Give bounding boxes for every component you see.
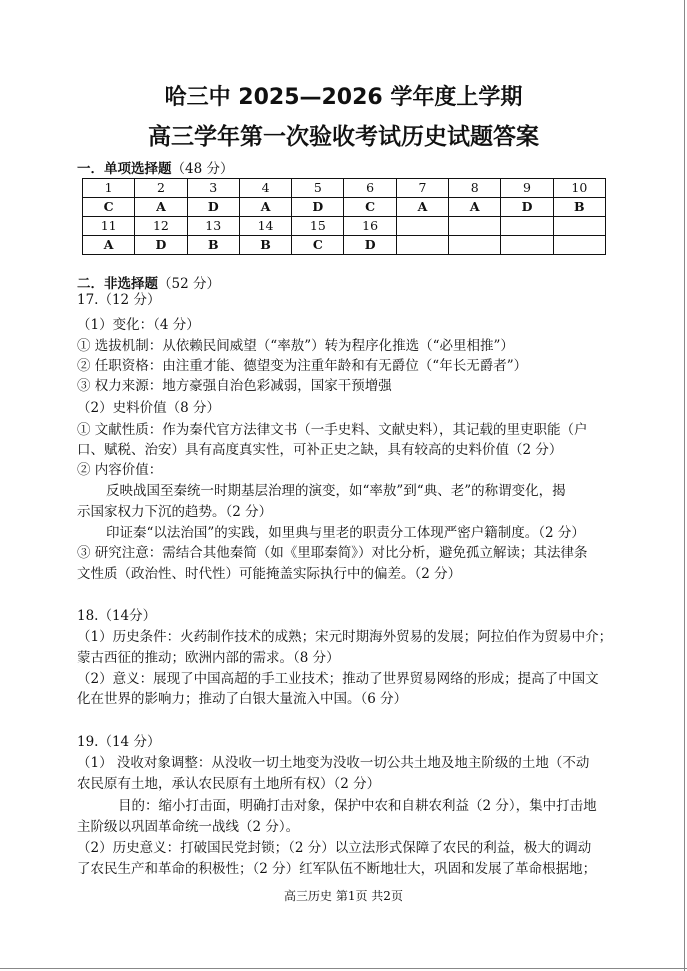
question-number-row: [83, 217, 606, 236]
table-cell: C: [292, 236, 344, 255]
section1-heading: [77, 160, 233, 178]
table-cell: C: [344, 198, 396, 217]
table-cell: D: [501, 198, 553, 217]
section1-title: 一．单项选择题: [77, 161, 172, 177]
table-cell: 6: [344, 179, 396, 198]
table-cell: 12: [135, 217, 187, 236]
table-cell: [449, 236, 501, 255]
table-cell: [396, 217, 448, 236]
table-cell: 8: [449, 179, 501, 198]
table-cell: [449, 217, 501, 236]
answer-line: ① 文献性质：作为秦代官方法律文书（一手史料、文献史料），其记载的里吏职能（户: [77, 422, 588, 438]
section2-title: 二．非选择题: [77, 276, 158, 292]
table-cell: A: [396, 198, 448, 217]
answer-line: 19.（14 分）: [77, 734, 161, 750]
answer-table: [82, 178, 606, 255]
answer-line: 文性质（政治性、时代性）可能掩盖实际执行中的偏差。（2 分）: [77, 566, 462, 582]
page-footer: 高三历史 第1页 共2页: [284, 889, 403, 903]
table-cell: 14: [239, 217, 291, 236]
answer-line: 了农民生产和革命的积极性；（2 分）红军队伍不断地壮大，巩固和发展了革命根据地；: [77, 861, 597, 877]
table-cell: 11: [83, 217, 135, 236]
answer-line: ③ 权力来源：地方豪强自治色彩减弱，国家干预增强: [77, 378, 392, 394]
answer-line: 口、赋税、治安）具有高度真实性，可补正史之缺，具有较高的史料价值（2 分）: [77, 442, 563, 458]
table-cell: A: [83, 236, 135, 255]
answer-line: （2）史料价值（8 分）: [77, 400, 220, 416]
section2-score: （52 分）: [158, 276, 220, 292]
table-cell: 15: [292, 217, 344, 236]
table-cell: D: [292, 198, 344, 217]
table-cell: [553, 236, 605, 255]
table-cell: D: [344, 236, 396, 255]
table-cell: 5: [292, 179, 344, 198]
answer-line: （2）意义：展现了中国高超的手工业技术；推动了世界贸易网络的形成；提高了中国文: [77, 671, 599, 687]
answer-line: 印证秦“以法治国”的实践，如里典与里老的职责分工体现严密户籍制度。（2 分）: [106, 525, 585, 541]
answer-line: ② 内容价值：: [77, 462, 163, 478]
table-cell: 3: [187, 179, 239, 198]
table-cell: B: [553, 198, 605, 217]
answer-line: ③ 研究注意：需结合其他秦简（如《里耶秦简》）对比分析，避免孤立解读；其法律条: [77, 545, 588, 561]
answer-line: （2）历史意义：打破国民党封锁；（2 分）以立法形式保障了农民的利益，极大的调动: [77, 840, 592, 856]
table-cell: A: [449, 198, 501, 217]
answer-line: ② 任职资格：由注重才能、德望变为注重年龄和有无爵位（“年长无爵者”）: [77, 358, 528, 374]
table-cell: A: [135, 198, 187, 217]
table-cell: A: [239, 198, 291, 217]
table-cell: [501, 217, 553, 236]
answer-line: 示国家权力下沉的趋势。（2 分）: [77, 504, 273, 520]
answer-line: 主阶级以巩固革命统一战线（2 分）。: [77, 819, 300, 835]
table-cell: 1: [83, 179, 135, 198]
title-line-1: 哈三中 2025—2026 学年度上学期: [164, 85, 523, 110]
answer-row: [83, 236, 606, 255]
answer-line: （1） 没收对象调整：从没收一切土地变为没收一切公共土地及地主阶级的土地（不动: [77, 755, 590, 771]
table-cell: [501, 236, 553, 255]
answer-line: 17.（12 分）: [77, 292, 161, 308]
table-cell: B: [187, 236, 239, 255]
table-cell: D: [187, 198, 239, 217]
question-number-row: [83, 179, 606, 198]
answer-line: （1）历史条件：火药制作技术的成熟；宋元时期海外贸易的发展；阿拉伯作为贸易中介；: [77, 629, 613, 645]
answer-line: 蒙古西征的推动；欧洲内部的需求。（8 分）: [77, 650, 340, 666]
answer-line: 目的：缩小打击面，明确打击对象，保护中农和自耕农利益（2 分），集中打击地: [118, 798, 597, 814]
answer-line: 18.（14分）: [77, 608, 157, 624]
table-cell: 13: [187, 217, 239, 236]
table-cell: B: [239, 236, 291, 255]
section1-score: （48 分）: [171, 161, 234, 177]
table-cell: 9: [501, 179, 553, 198]
answer-line: 化在世界的影响力；推动了白银大量流入中国。（6 分）: [77, 691, 408, 707]
table-cell: 16: [344, 217, 396, 236]
table-cell: 4: [239, 179, 291, 198]
answer-line: （1）变化：（4 分）: [77, 317, 200, 333]
table-cell: 7: [396, 179, 448, 198]
title-line-2: 高三学年第一次验收考试历史试题答案: [148, 124, 539, 150]
answer-row: [83, 198, 606, 217]
table-cell: [553, 217, 605, 236]
table-cell: D: [135, 236, 187, 255]
table-cell: [396, 236, 448, 255]
answer-line: 反映战国至秦统一时期基层治理的演变，如“率敖”到“典、老”的称谓变化，揭: [106, 483, 566, 499]
table-cell: C: [83, 198, 135, 217]
table-cell: 10: [553, 179, 605, 198]
answer-line: ① 选拔机制：从依赖民间威望（“率敖”）转为程序化推选（“必里相推”）: [77, 338, 514, 354]
table-cell: 2: [135, 179, 187, 198]
page-edge-bottom: [0, 968, 687, 969]
answer-line: 农民原有土地，承认农民原有土地所有权）（2 分）: [77, 776, 381, 792]
